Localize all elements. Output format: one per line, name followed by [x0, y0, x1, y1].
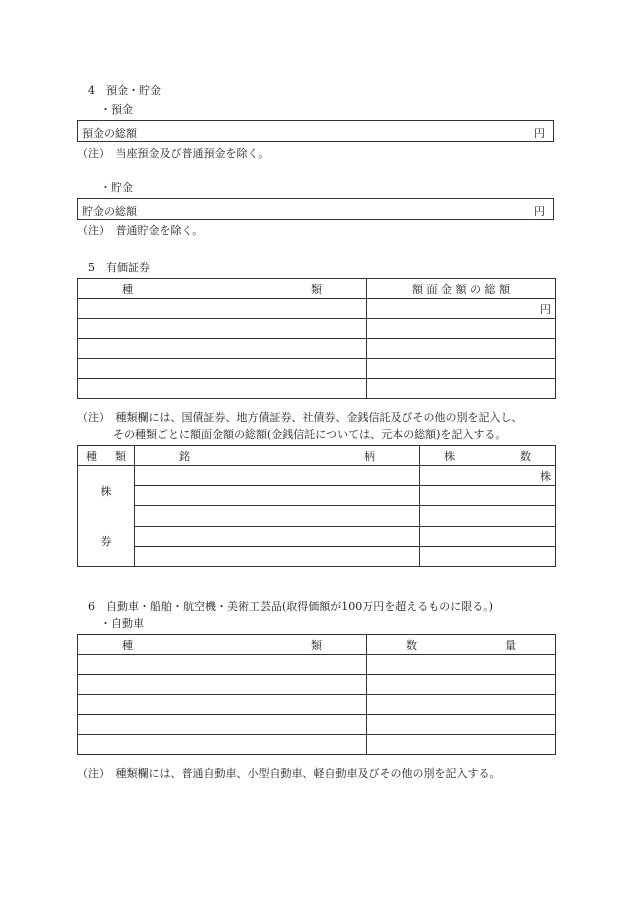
stock-brand-cell[interactable]: [135, 506, 420, 526]
table-row: [78, 279, 556, 299]
vehicle-subheading: ・自動車: [100, 617, 144, 630]
vehicle-quantity-cell[interactable]: [367, 715, 556, 735]
stock-row-head-top: 株: [100, 485, 112, 498]
deposit-unit: 円: [534, 127, 545, 140]
stock-count-cell[interactable]: [420, 486, 556, 506]
vehicle-quantity-cell[interactable]: [367, 735, 556, 755]
stock-brand-cell[interactable]: [135, 486, 420, 506]
savings-total-label: 貯金の総額: [82, 205, 137, 218]
securities-amount-cell[interactable]: [367, 379, 556, 399]
vehicle-quantity-cell[interactable]: [367, 675, 556, 695]
section-4-heading: 4 預金・貯金: [88, 84, 161, 97]
table-row: [78, 526, 556, 546]
stock-count-cell[interactable]: [420, 466, 556, 486]
securities-amount-header: 額 面 金 額 の 総 額: [367, 279, 556, 299]
stock-row-head: [78, 466, 135, 567]
stock-type-header: 種 類: [78, 446, 135, 466]
table-row: [78, 695, 556, 715]
table-row: [78, 339, 556, 359]
securities-type-cell[interactable]: [78, 379, 367, 399]
securities-type-cell[interactable]: [78, 359, 367, 379]
deposit-total-label: 預金の総額: [82, 127, 137, 140]
deposit-subheading: ・預金: [100, 103, 133, 116]
stock-count-cell[interactable]: [420, 546, 556, 566]
vehicle-type-cell[interactable]: [78, 715, 367, 735]
securities-type-header: 種 類: [78, 279, 367, 299]
table-row: [78, 735, 556, 755]
deposit-total-field[interactable]: [77, 120, 554, 142]
securities-table: [77, 278, 556, 399]
securities-amount-cell[interactable]: [367, 319, 556, 339]
securities-amount-cell[interactable]: [367, 299, 556, 319]
savings-unit: 円: [534, 205, 545, 218]
securities-unit: 円: [540, 302, 551, 316]
table-row: [78, 379, 556, 399]
table-row: [78, 546, 556, 566]
table-row: [78, 359, 556, 379]
securities-amount-cell[interactable]: [367, 339, 556, 359]
securities-type-cell[interactable]: [78, 319, 367, 339]
savings-subheading: ・貯金: [100, 181, 133, 194]
table-row: [78, 675, 556, 695]
table-row: [78, 319, 556, 339]
deposit-note: （注） 当座預金及び普通預金を除く。: [77, 147, 270, 160]
section-6-heading: 6 自動車・船舶・航空機・美術工芸品(取得価額が100万円を超えるものに限る。): [88, 600, 494, 613]
table-row: [78, 655, 556, 675]
vehicle-type-header: 種 類: [78, 635, 367, 655]
stock-unit: 株: [540, 469, 551, 483]
vehicle-quantity-cell[interactable]: [367, 655, 556, 675]
section-5-heading: 5 有価証券: [88, 261, 150, 274]
stock-table: [77, 445, 556, 567]
table-row: [78, 715, 556, 735]
table-row: [78, 506, 556, 526]
vehicle-type-cell[interactable]: [78, 655, 367, 675]
vehicle-type-cell[interactable]: [78, 735, 367, 755]
stock-count-header: 株 数: [420, 446, 556, 466]
vehicle-quantity-header: 数 量: [367, 635, 556, 655]
vehicle-type-cell[interactable]: [78, 695, 367, 715]
stock-count-cell[interactable]: [420, 526, 556, 546]
table-row: [78, 635, 556, 655]
securities-type-cell[interactable]: [78, 339, 367, 359]
table-row: [78, 446, 556, 466]
securities-note-line1: （注） 種類欄には、国債証券、地方債証券、社債券、金銭信託及びその他の別を記入し、: [77, 411, 523, 424]
stock-brand-cell[interactable]: [135, 466, 420, 486]
stock-row-head-bottom: 券: [100, 535, 112, 548]
vehicle-type-cell[interactable]: [78, 675, 367, 695]
securities-amount-cell[interactable]: [367, 359, 556, 379]
savings-note: （注） 普通貯金を除く。: [77, 224, 204, 237]
savings-total-field[interactable]: [77, 198, 554, 220]
vehicle-quantity-cell[interactable]: [367, 695, 556, 715]
stock-count-cell[interactable]: [420, 506, 556, 526]
stock-brand-cell[interactable]: [135, 526, 420, 546]
table-row: [78, 466, 556, 486]
table-row: [78, 299, 556, 319]
table-row: [78, 486, 556, 506]
vehicle-note: （注） 種類欄には、普通自動車、小型自動車、軽自動車及びその他の別を記入する。: [77, 767, 501, 780]
stock-brand-header: 銘 柄: [135, 446, 420, 466]
securities-type-cell[interactable]: [78, 299, 367, 319]
securities-note-line2: その種類ごとに額面金額の総額(金銭信託については、元本の総額)を記入する。: [113, 428, 507, 441]
vehicle-table: [77, 634, 556, 755]
stock-brand-cell[interactable]: [135, 546, 420, 566]
